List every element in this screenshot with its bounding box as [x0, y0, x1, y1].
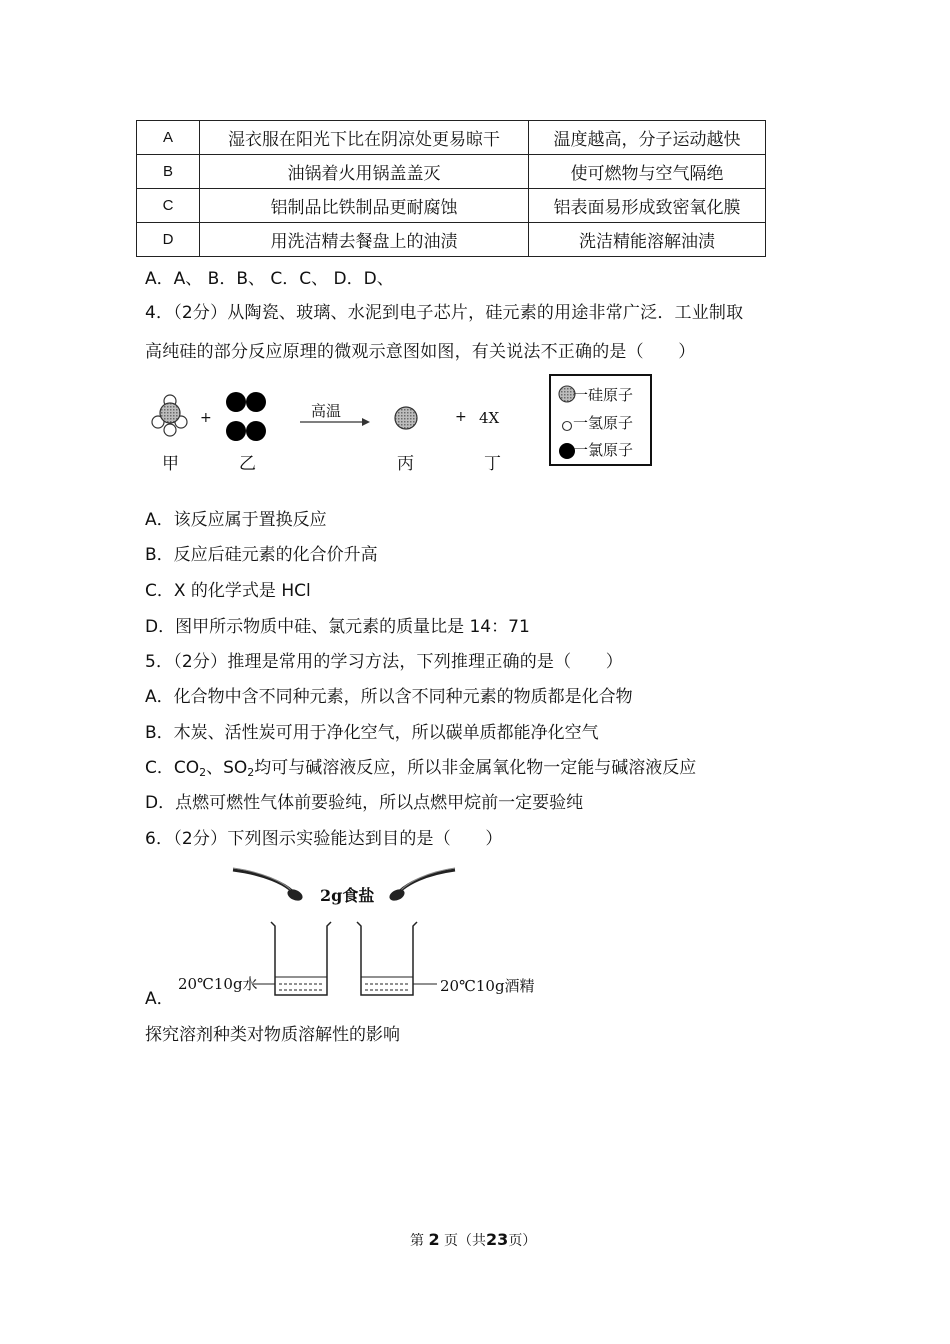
beaker-icon — [253, 922, 331, 995]
molecule-jia — [152, 395, 187, 436]
option-letter: A — [137, 121, 200, 155]
plus-sign: + — [455, 409, 467, 425]
table-row — [137, 189, 766, 223]
atom-legend — [549, 374, 652, 466]
q4-stem-line1: 4．（2分）从陶瓷、玻璃、水泥到电子芯片，硅元素的用途非常广泛．工业制取 — [145, 303, 744, 323]
option-letter: B — [137, 155, 200, 189]
q4-stem-line2: 高纯硅的部分反应原理的微观示意图如图，有关说法不正确的是（ ） — [145, 342, 696, 362]
salt-label: 2g食盐 — [320, 886, 375, 905]
label-bing: 丙 — [397, 454, 414, 474]
phenomenon-cell: 湿衣服在阳光下比在阴凉处更易晾干 — [200, 121, 529, 155]
reaction-condition: 高温 — [311, 402, 342, 420]
q4-option-a: A．该反应属于置换反应 — [145, 510, 327, 530]
legend-silicon: 一硅原子 — [573, 386, 634, 404]
label-yi: 乙 — [239, 454, 256, 474]
legend-hydrogen: 一氢原子 — [573, 414, 634, 432]
spoon-icon — [388, 868, 455, 903]
plus-sign: + — [200, 410, 212, 426]
table-row — [137, 223, 766, 257]
q6-option-a-caption: 探究溶剂种类对物质溶解性的影响 — [145, 1025, 400, 1045]
q5-option-a: A．化合物中含不同种元素，所以含不同种元素的物质都是化合物 — [145, 687, 633, 707]
spoon-icon — [233, 868, 304, 903]
q5-stem: 5．（2分）推理是常用的学习方法，下列推理正确的是（ ） — [145, 652, 623, 672]
option-letter: D — [137, 223, 200, 257]
option-letter: C — [137, 189, 200, 223]
q5-option-c: C．$CO_2$、$SO_2$均可与碱溶液反应，所以非金属氧化物一定能与碱溶液反应 — [145, 758, 697, 779]
legend-chlorine: 一氯原子 — [573, 441, 634, 459]
table-row — [137, 155, 766, 189]
phenomenon-cell: 油锅着火用锅盖盖灭 — [200, 155, 529, 189]
explanation-cell: 温度越高，分子运动越快 — [529, 121, 766, 155]
explanation-cell: 使可燃物与空气隔绝 — [529, 155, 766, 189]
phenomenon-cell: 用洗洁精去餐盘上的油渍 — [200, 223, 529, 257]
left-beaker-label: 20℃10g水 — [178, 975, 258, 993]
right-beaker-label: 20℃10g酒精 — [440, 977, 535, 995]
explanation-cell: 铝表面易形成致密氧化膜 — [529, 189, 766, 223]
q4-option-d: D．图甲所示物质中硅、氯元素的质量比是 14：71 — [145, 617, 530, 637]
hydrogen-atom-icon — [563, 422, 572, 431]
beaker-icon — [357, 922, 437, 995]
molecule-bing — [395, 407, 417, 429]
label-ding: 丁 — [484, 454, 501, 474]
label-jia: 甲 — [162, 454, 179, 474]
product-4x: 4X — [479, 409, 500, 427]
page-footer: 第 2 页（共23页） — [410, 1230, 537, 1249]
q3-answer-choices: A．A、 B．B、 C．C、 D．D、 — [145, 269, 394, 289]
q5-option-d: D．点燃可燃性气体前要验纯，所以点燃甲烷前一定要验纯 — [145, 793, 584, 813]
table-row — [137, 121, 766, 155]
q6-stem: 6．（2分）下列图示实验能达到目的是（ ） — [145, 829, 503, 849]
phenomenon-cell: 铝制品比铁制品更耐腐蚀 — [200, 189, 529, 223]
molecule-yi — [226, 392, 266, 441]
explanation-cell: 洗洁精能溶解油渍 — [529, 223, 766, 257]
q4-option-c: C．X 的化学式是 HCl — [145, 581, 311, 601]
q5-option-b: B．木炭、活性炭可用于净化空气，所以碳单质都能净化空气 — [145, 723, 599, 743]
options-table — [136, 120, 766, 257]
q6-option-a-label: A． — [145, 989, 174, 1009]
q4-option-b: B．反应后硅元素的化合价升高 — [145, 545, 378, 565]
